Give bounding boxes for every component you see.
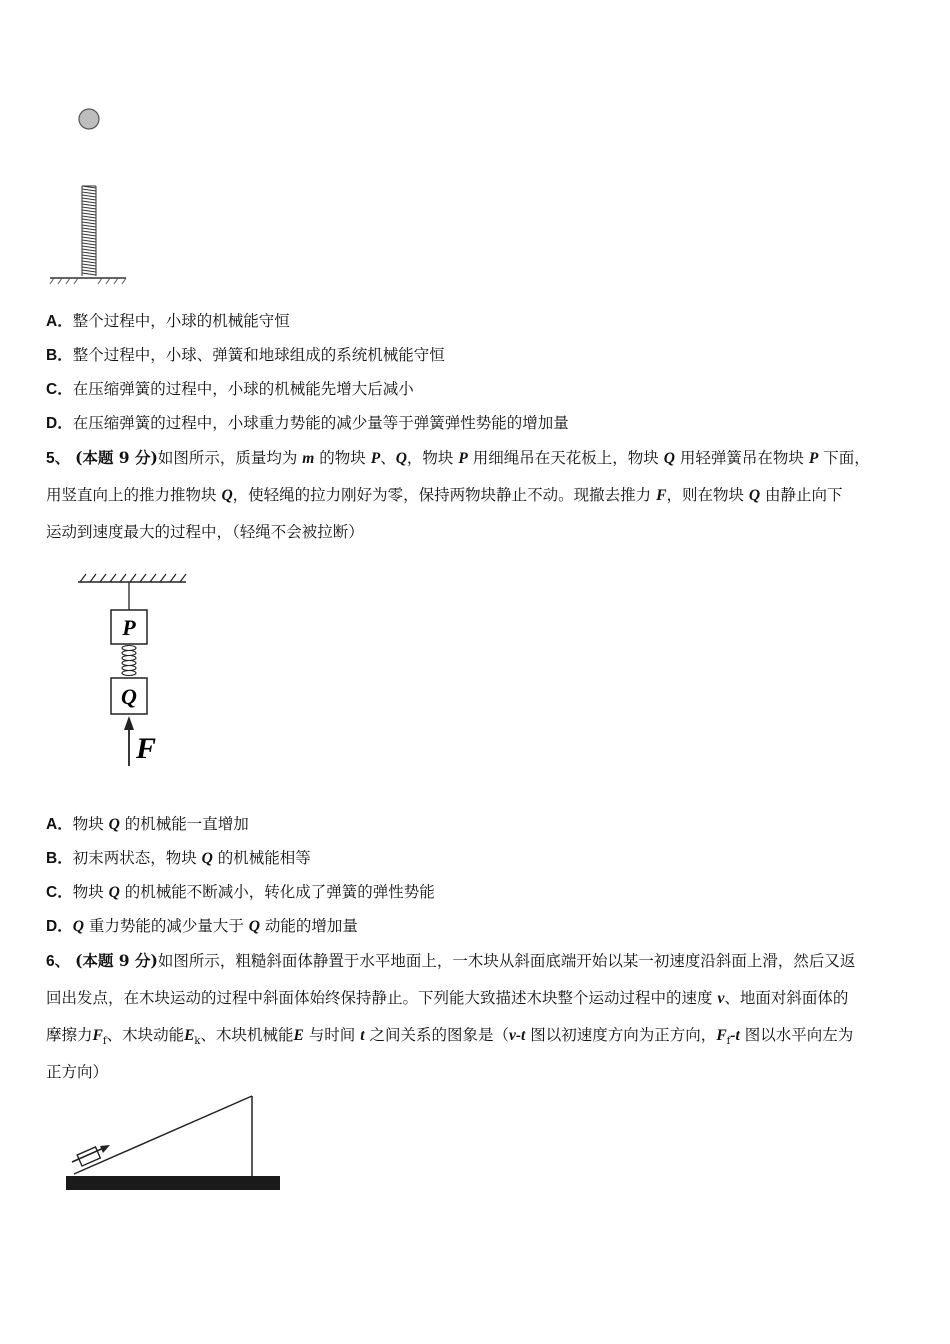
var-f: F xyxy=(656,487,667,504)
option-letter: C． xyxy=(46,381,73,398)
q4-option-c xyxy=(46,379,414,400)
option-letter: A． xyxy=(46,816,73,833)
var-m: m xyxy=(302,450,315,467)
var-q: Q xyxy=(108,884,120,901)
ground-bar xyxy=(66,1176,280,1190)
option-letter: B． xyxy=(46,850,73,867)
option-text: 物块 xyxy=(72,815,109,833)
block-q-label: Q xyxy=(121,684,137,709)
incline-figure xyxy=(60,1090,290,1200)
var-q: Q xyxy=(663,450,675,467)
q5-option-d xyxy=(46,916,358,937)
option-text: 物块 xyxy=(72,883,109,901)
option-text: 整个过程中，小球、弹簧和地球组成的系统机械能守恒 xyxy=(72,346,445,364)
text: 摩擦力 xyxy=(46,1026,93,1044)
text: 之间关系的图象是（ xyxy=(369,1026,509,1044)
ball xyxy=(79,109,99,129)
var-p: P xyxy=(808,450,819,467)
option-text: 的机械能一直增加 xyxy=(119,815,249,833)
question-number: 6、 xyxy=(46,953,71,970)
text: ，物块 xyxy=(406,449,454,467)
text: 用竖直向上的推力推物块 xyxy=(46,486,217,504)
text: 、 xyxy=(380,449,396,467)
text: 如图所示，质量均为 xyxy=(157,449,298,467)
text: ，则在物块 xyxy=(666,486,744,504)
q5-option-c xyxy=(46,882,435,903)
q5-option-a xyxy=(46,814,249,835)
option-letter: D． xyxy=(46,415,73,432)
text: 与时间 xyxy=(308,1026,356,1044)
text: 运动到速度最大的过程中，（轻绳不会被拉断） xyxy=(46,523,364,541)
text: 、地面对斜面体的 xyxy=(724,989,849,1007)
option-letter: D． xyxy=(46,918,73,935)
q6-stem-line-3 xyxy=(46,1025,853,1052)
q5-stem-line-1 xyxy=(46,448,870,469)
question-number: 5、 xyxy=(46,450,71,467)
text: 、木块机械能 xyxy=(200,1026,294,1044)
text: 用细绳吊在天花板上，物块 xyxy=(472,449,659,467)
var-t: t xyxy=(360,1027,365,1044)
var-q: Q xyxy=(248,918,260,935)
wood-block xyxy=(77,1147,100,1166)
option-text: 的机械能不断减小，转化成了弹簧的弹性势能 xyxy=(119,883,435,901)
var-q: Q xyxy=(201,850,213,867)
subscript-f: f xyxy=(726,1036,731,1048)
q4-option-a xyxy=(46,311,290,332)
var-ff: F xyxy=(716,1027,727,1044)
var-q: Q xyxy=(108,816,120,833)
option-text: 在压缩弹簧的过程中，小球重力势能的减少量等于弹簧弹性势能的增加量 xyxy=(72,414,569,432)
text: 、木块动能 xyxy=(106,1026,185,1044)
var-t: -t xyxy=(730,1027,740,1044)
text: 用轻弹簧吊在物块 xyxy=(679,449,804,467)
q6-stem-line-4 xyxy=(46,1062,108,1082)
q5-stem-line-3 xyxy=(46,522,364,542)
q6-stem-line-1 xyxy=(46,951,855,972)
var-p: P xyxy=(370,450,381,467)
q6-stem-line-2 xyxy=(46,988,848,1009)
q4-option-b xyxy=(46,345,445,366)
text: 正方向） xyxy=(46,1063,109,1081)
ceiling-hatch xyxy=(80,574,186,582)
subscript-k: k xyxy=(194,1036,201,1048)
subscript-f: f xyxy=(102,1036,107,1048)
option-text: 初末两状态，物块 xyxy=(72,849,202,867)
text: 的物块 xyxy=(319,449,366,467)
option-text: 重力势能的减少量大于 xyxy=(83,917,249,935)
text: 如图所示，粗糙斜面体静置于水平地面上，一木块从斜面底端开始以某一初速度沿斜面上滑，然后又返 xyxy=(157,952,856,970)
text: 图以水平向左为 xyxy=(744,1026,854,1044)
option-letter: C． xyxy=(46,884,73,901)
block-p-label: P xyxy=(122,615,136,640)
option-text: 的机械能相等 xyxy=(212,849,311,867)
ball-spring-figure xyxy=(44,100,134,290)
question-score: (本题 9 分) xyxy=(75,448,158,467)
incline-slope xyxy=(74,1096,252,1174)
var-e: E xyxy=(293,1027,304,1044)
q5-option-b xyxy=(46,848,311,869)
option-text: 动能的增加量 xyxy=(259,917,358,935)
option-text: 在压缩弹簧的过程中，小球的机械能先增大后减小 xyxy=(72,380,414,398)
var-ek: E xyxy=(184,1027,195,1044)
var-q: Q xyxy=(72,918,84,935)
var-q: Q xyxy=(395,450,407,467)
spring-coils xyxy=(82,186,96,276)
question-score: (本题 9 分) xyxy=(75,951,158,970)
force-arrow-head xyxy=(124,716,134,730)
force-label: F xyxy=(136,732,157,765)
q4-option-d xyxy=(46,413,569,434)
pq-spring-figure xyxy=(72,568,202,778)
spring-pq xyxy=(122,646,136,676)
text: ，使轻绳的拉力刚好为零，保持两物块静止不动。现撤去推力 xyxy=(232,486,652,504)
text: 图以初速度方向为正方向， xyxy=(530,1026,717,1044)
ground-hatch xyxy=(50,278,126,284)
text: 由静止向下 xyxy=(765,486,843,504)
text: 回出发点，在木块运动的过程中斜面体始终保持静止。下列能大致描述木块整个运动过程中的速度 xyxy=(46,989,713,1007)
var-ff: F xyxy=(92,1027,103,1044)
var-p: P xyxy=(458,450,468,467)
q5-stem-line-2 xyxy=(46,485,843,506)
var-vt: v-t xyxy=(509,1027,526,1044)
option-letter: A． xyxy=(46,313,73,330)
var-q: Q xyxy=(748,487,761,504)
option-text: 整个过程中，小球的机械能守恒 xyxy=(72,312,290,330)
text: 下面， xyxy=(823,449,870,467)
var-q: Q xyxy=(221,487,233,504)
option-letter: B． xyxy=(46,347,73,364)
var-v: v xyxy=(717,990,725,1007)
